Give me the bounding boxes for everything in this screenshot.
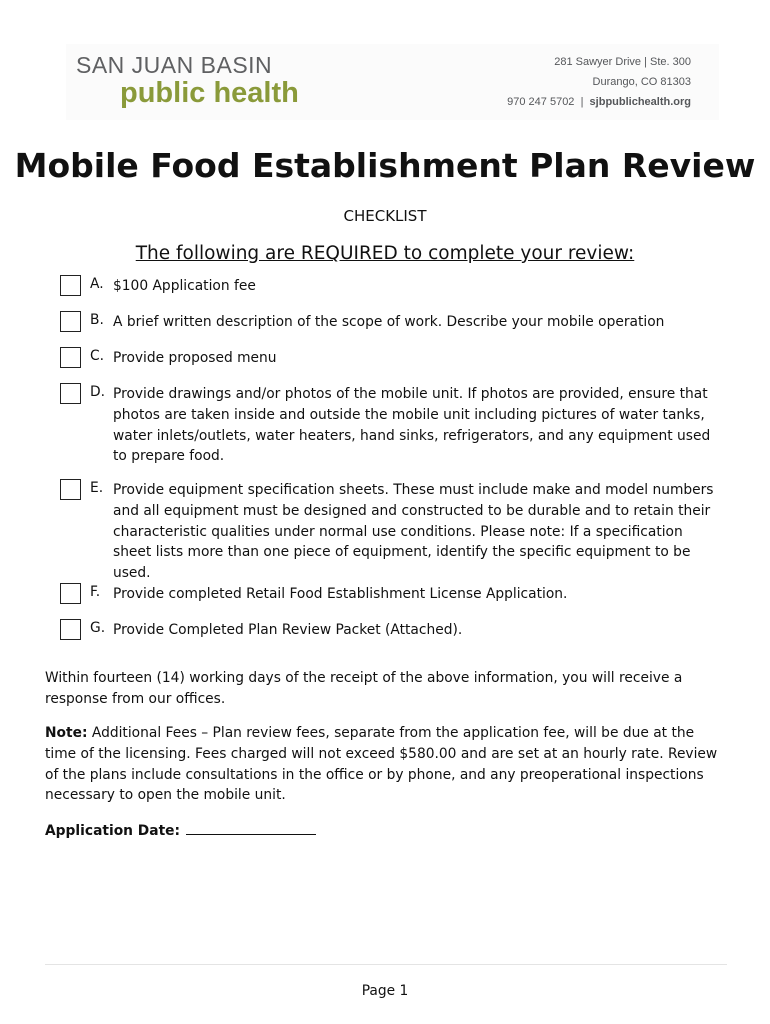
application-date-row bbox=[45, 820, 316, 839]
note-text: Additional Fees – Plan review fees, separate from the application fee, will be due at the time of the licensing. Fees charged will not exceed $580.00 and are set at an hourly rate. Review of the plans include consultations in the office or by phone, and any preoperational inspections necessary to open the mobile unit. bbox=[45, 725, 718, 804]
website-link[interactable]: sjbpublichealth.org bbox=[589, 96, 691, 108]
item-text: $100 Application fee bbox=[113, 278, 256, 294]
page-number: Page 1 bbox=[361, 983, 409, 999]
response-paragraph: Within fourteen (14) working days of the receipt of the above information, you will receive a response from our offices. bbox=[45, 670, 683, 707]
org-name-line1: SAN JUAN BASIN bbox=[76, 52, 273, 78]
item-text: Provide Completed Plan Review Packet (Attached). bbox=[113, 622, 463, 638]
application-date-label: Application Date: bbox=[45, 823, 181, 839]
item-text: Provide completed Retail Food Establishment License Application. bbox=[113, 586, 568, 602]
item-text: A brief written description of the scope of work. Describe your mobile operation bbox=[113, 314, 665, 330]
contact-line bbox=[507, 96, 691, 108]
checkbox-d[interactable] bbox=[60, 383, 81, 404]
note-label: Note: bbox=[45, 725, 88, 741]
item-letter: F. bbox=[90, 584, 101, 600]
checkbox-a[interactable] bbox=[60, 275, 81, 296]
checkbox-g[interactable] bbox=[60, 619, 81, 640]
application-date-field[interactable] bbox=[186, 820, 316, 835]
item-text: Provide proposed menu bbox=[113, 350, 277, 366]
checkbox-b[interactable] bbox=[60, 311, 81, 332]
item-letter: A. bbox=[90, 276, 104, 292]
contact-separator: | bbox=[580, 96, 584, 108]
page-subtitle: CHECKLIST bbox=[343, 207, 427, 225]
address-line1: 281 Sawyer Drive | Ste. 300 bbox=[554, 56, 691, 68]
footer-divider bbox=[45, 964, 727, 965]
checkbox-e[interactable] bbox=[60, 479, 81, 500]
address-line2: Durango, CO 81303 bbox=[592, 76, 691, 88]
note-paragraph bbox=[45, 723, 727, 806]
item-text: Provide equipment specification sheets. These must include make and model numbers and all equipment must be designed and constructed to be durable and to retain their characteristic qualities under normal use conditions. Please note: If a specification sheet lists more than one piece of equipment, identify the specific equipment to be used. bbox=[113, 482, 714, 582]
item-letter: G. bbox=[90, 620, 106, 636]
page-title: Mobile Food Establishment Plan Review bbox=[14, 146, 756, 185]
item-text: Provide drawings and/or photos of the mobile unit. If photos are provided, ensure that photos are taken inside and outside the mobile unit including pictures of water tanks, water inlets/outlets, water heaters, hand sinks, refrigerators, and any equipment used to prepare food. bbox=[113, 386, 711, 465]
letterhead bbox=[66, 44, 719, 120]
item-letter: B. bbox=[90, 312, 104, 328]
phone-number: 970 247 5702 bbox=[507, 96, 575, 108]
item-letter: E. bbox=[90, 480, 104, 496]
item-letter: D. bbox=[90, 384, 106, 400]
required-heading: The following are REQUIRED to complete your review: bbox=[135, 243, 635, 264]
checkbox-f[interactable] bbox=[60, 583, 81, 604]
item-letter: C. bbox=[90, 348, 105, 364]
checkbox-c[interactable] bbox=[60, 347, 81, 368]
org-name-line2: public health bbox=[120, 77, 299, 109]
